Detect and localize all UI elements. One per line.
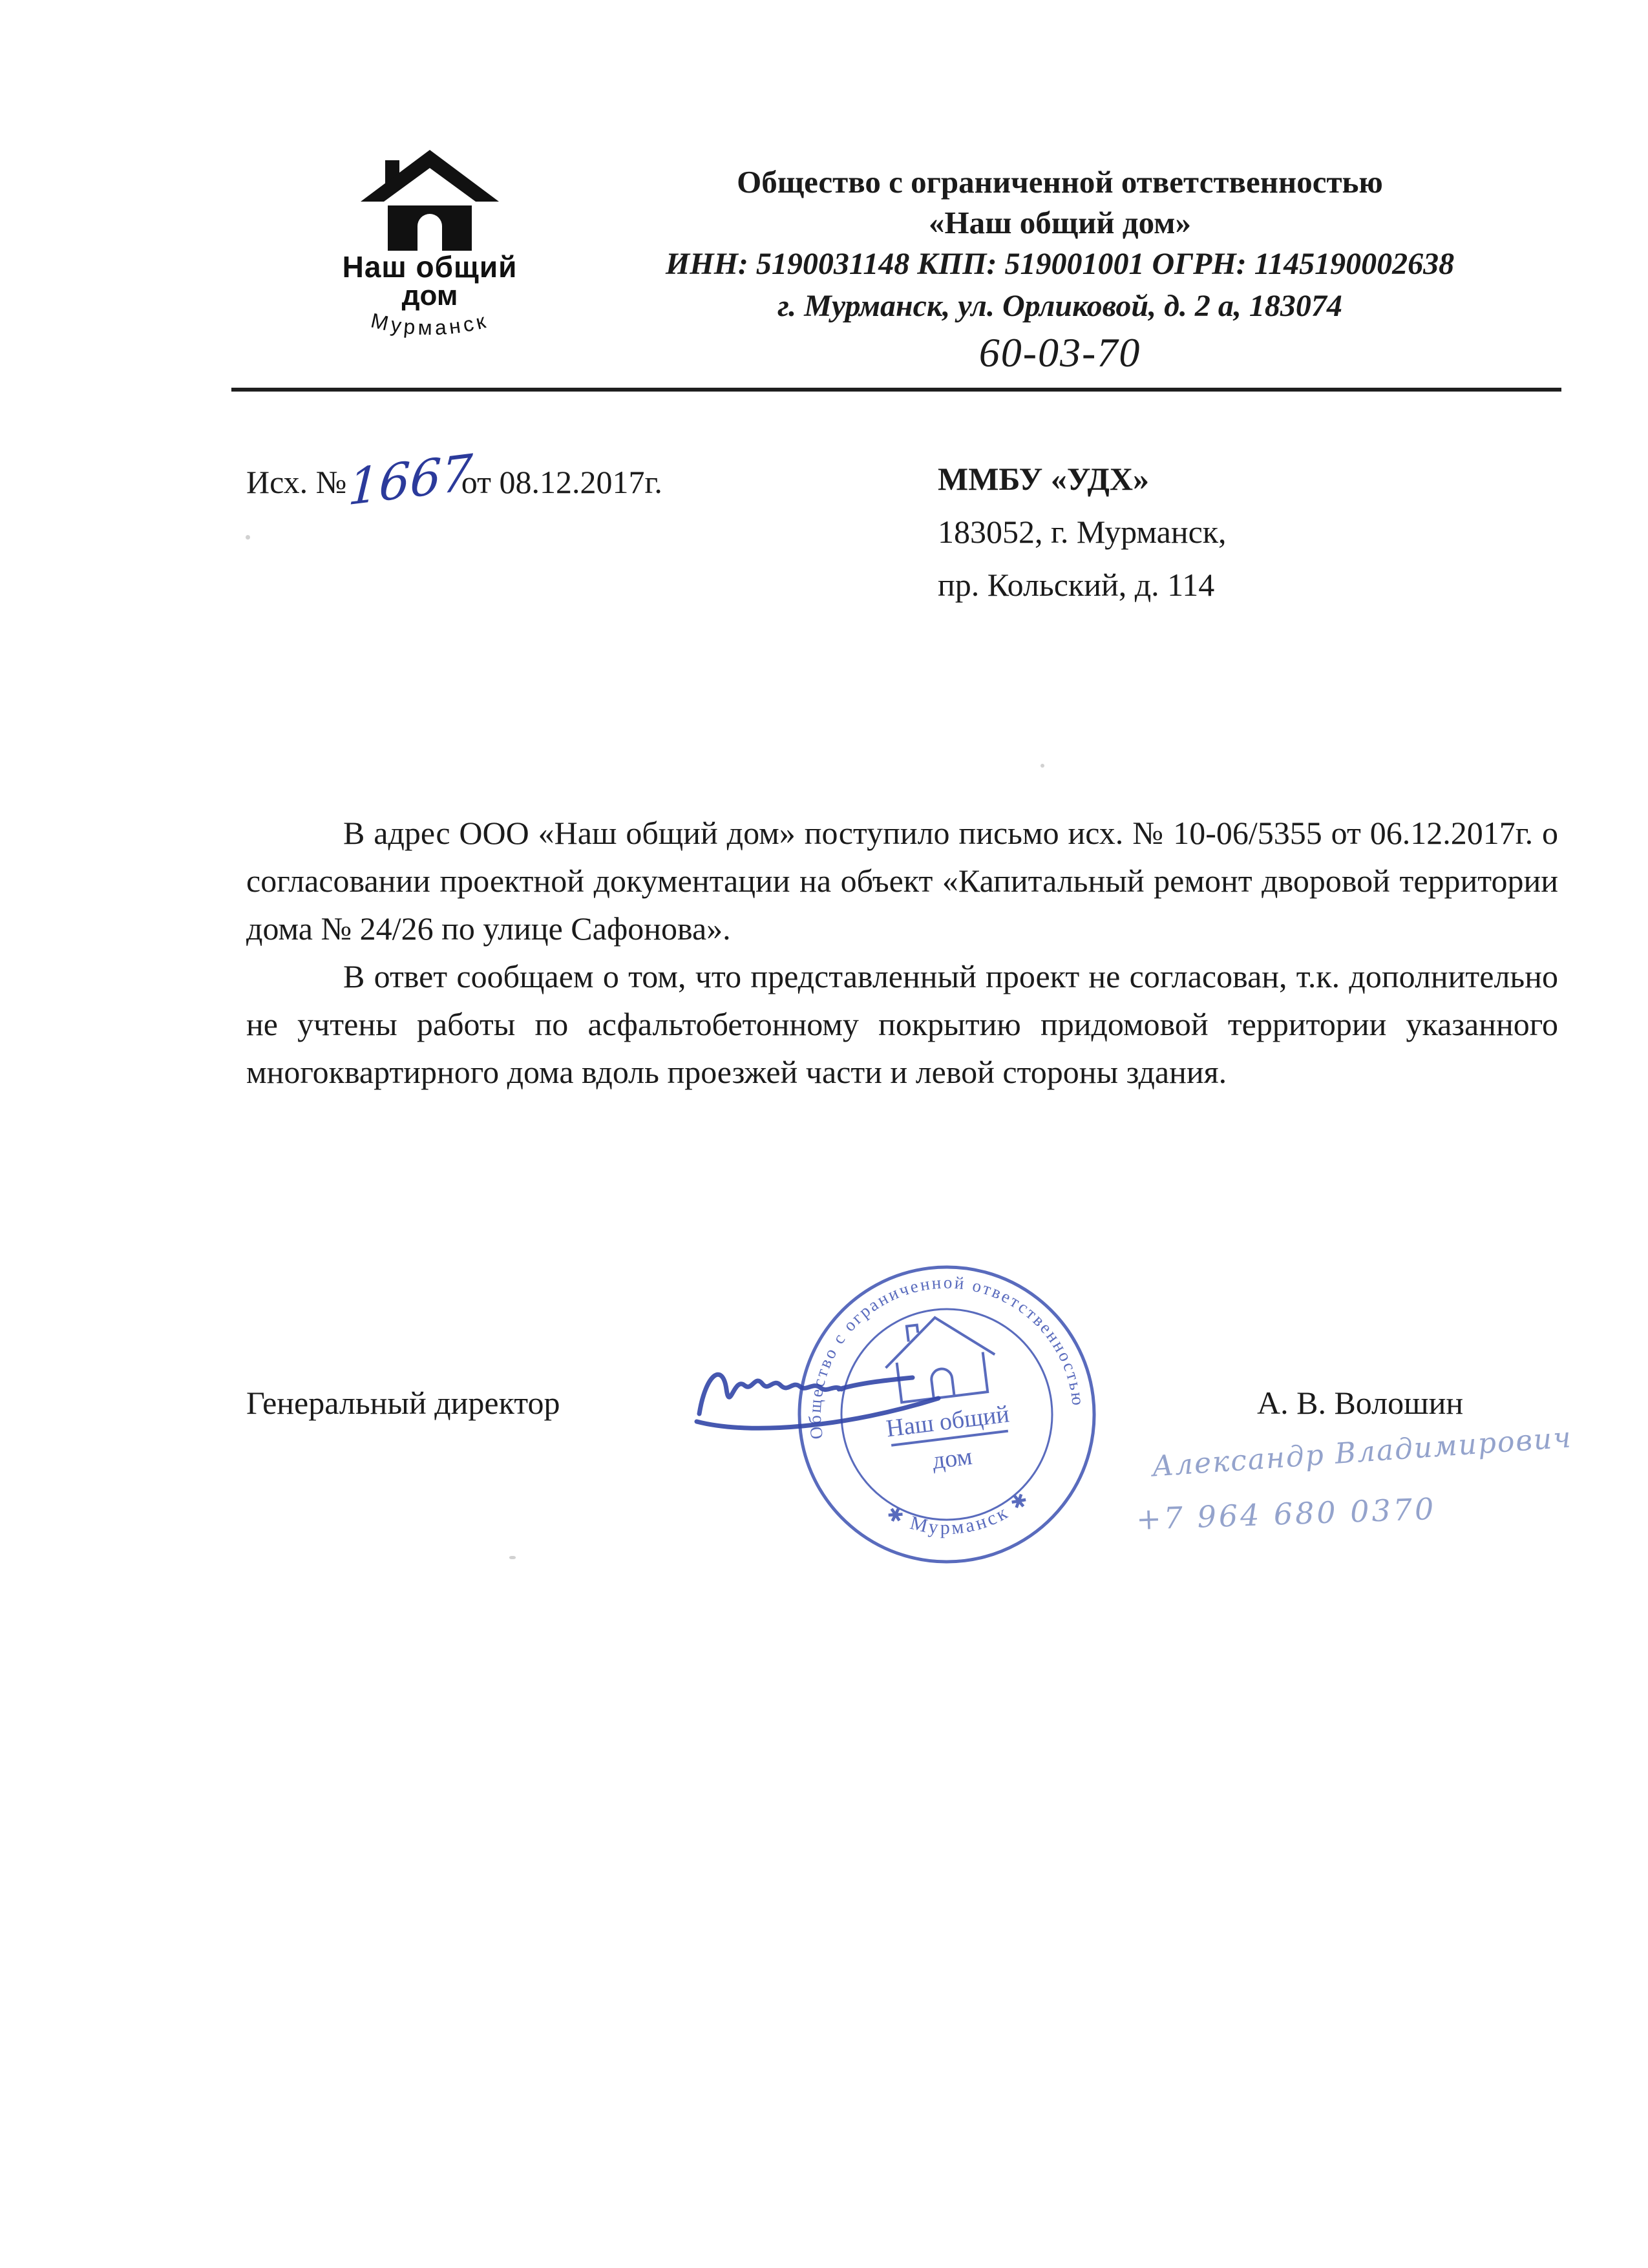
stamp-center-line2: дом [931, 1442, 974, 1475]
scan-speck [246, 535, 250, 540]
logo-title-line1: Наш общий [342, 250, 518, 284]
house-logo-icon [361, 150, 499, 251]
logo-subtitle: Мурманск [368, 309, 491, 340]
letterhead-text [582, 162, 1538, 379]
signature-name: А. В. Волошин [1257, 1385, 1464, 1421]
handwritten-signature [693, 1352, 971, 1449]
letterhead-divider [231, 388, 1561, 392]
body-paragraph-1: В адрес ООО «Наш общий дом» поступило письмо исх. № 10-06/5355 от 06.12.2017г. о согласовании проектной документации на объект «Капитальный ремонт дворовой территории дома № 24/26 по улице Сафонова». [246, 815, 1558, 947]
logo-title-line2: дом [401, 280, 458, 311]
handwritten-name-note: Александр Владимирович [1151, 1421, 1574, 1484]
reference-line [246, 443, 662, 517]
handwritten-phone-note: +7 964 680 0370 [1136, 1491, 1437, 1537]
letterhead-logo [323, 150, 536, 349]
scan-speck [509, 1556, 516, 1559]
svg-text:✱ Мурманск ✱ [881, 1485, 1037, 1547]
body-paragraph-2: В ответ сообщаем о том, что представленный проект не согласован, т.к. дополнительно не учтены работы по асфальтобетонному покрытию придомовой территории указанного многоквартирного дома вдоль проезжей части и левой стороны здания. [246, 958, 1558, 1090]
org-type: Общество с ограниченной ответственностью [737, 164, 1383, 200]
org-phone: 60-03-70 [978, 330, 1141, 375]
letter-body [246, 809, 1558, 1096]
stamp-ring-top-text: Общество с ограниченной ответственностью [805, 1272, 1088, 1441]
handwritten-outgoing-number: 1667 [346, 443, 474, 517]
stamp-ring-bottom-text: ✱ Мурманск ✱ [883, 1486, 1035, 1539]
logo-subtitle-arc [349, 309, 511, 349]
reference-date: от 08.12.2017г. [461, 464, 662, 500]
org-requisites: ИНН: 5190031148 КПП: 519001001 ОГРН: 1145190002638 [665, 247, 1455, 281]
recipient-name: ММБУ «УДХ» [938, 461, 1150, 497]
scan-speck [1041, 764, 1044, 768]
recipient-block [938, 452, 1227, 611]
stamp-center-line1: Наш общий [884, 1400, 1011, 1443]
reference-prefix: Исх. № [246, 464, 347, 500]
recipient-address-line1: 183052, г. Мурманск, [938, 514, 1227, 550]
svg-text:Мурманск [369, 309, 491, 339]
org-address: г. Мурманск, ул. Орликовой, д. 2 а, 183074 [777, 289, 1342, 323]
org-name: «Наш общий дом» [928, 205, 1192, 240]
recipient-address-line2: пр. Кольский, д. 114 [938, 567, 1215, 603]
signature-title: Генеральный директор [246, 1385, 560, 1421]
